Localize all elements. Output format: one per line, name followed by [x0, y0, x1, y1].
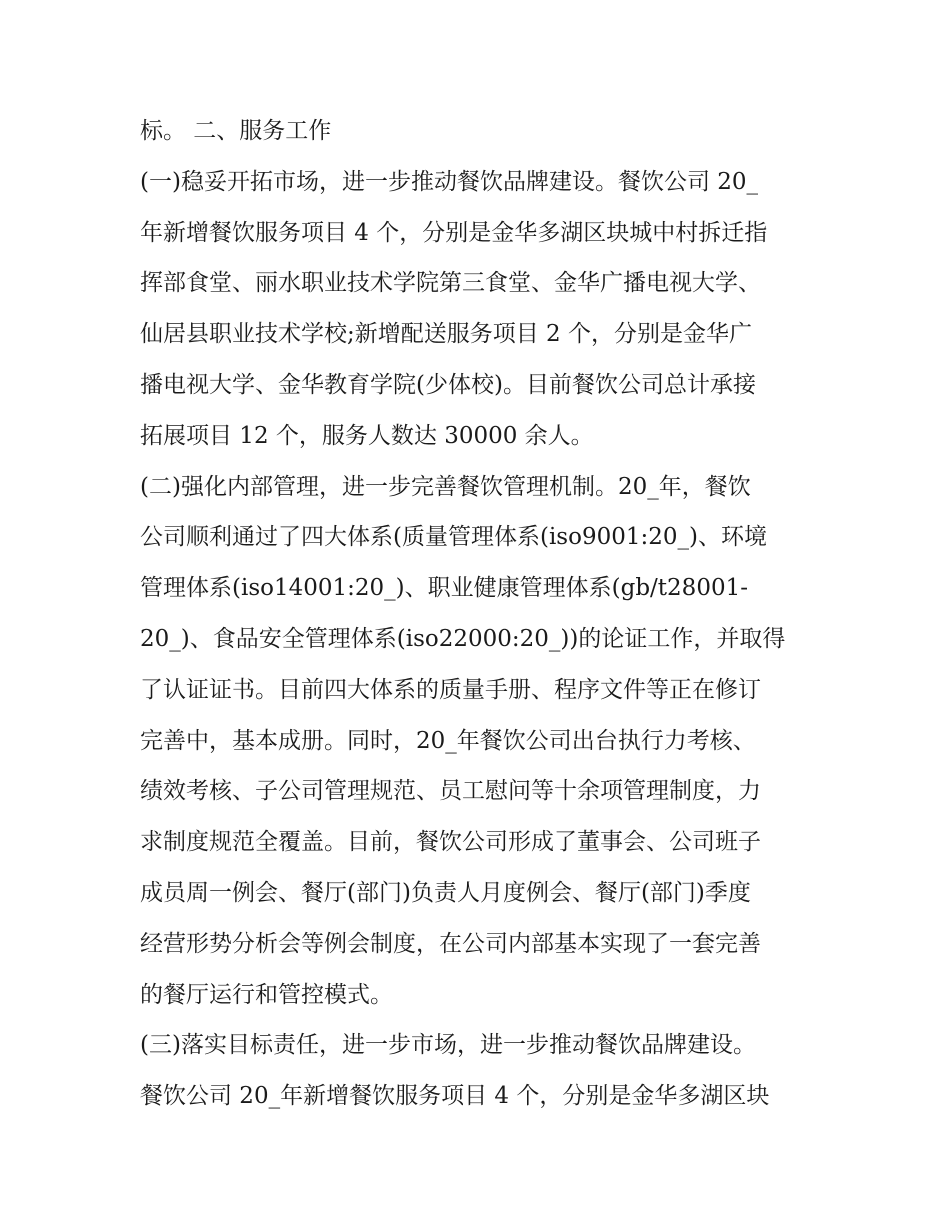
- text-line: 标。 二、服务工作: [140, 118, 332, 144]
- text-line: 播电视大学、金华教育学院(少体校)。目前餐饮公司总计承接: [140, 371, 756, 398]
- text-line: (二)强化内部管理，进一步完善餐饮管理机制。20_年，餐饮: [140, 473, 751, 500]
- text-line: 年新增餐饮服务项目 4 个，分别是金华多湖区块城中村拆迁指: [140, 219, 768, 246]
- text-line: 经营形势分析会等例会制度，在公司内部基本实现了一套完善: [140, 930, 761, 957]
- text-line: 绩效考核、子公司管理规范、员工慰问等十余项管理制度，力: [140, 778, 761, 805]
- text-line: (三)落实目标责任，进一步市场，进一步推动餐饮品牌建设。: [140, 1032, 756, 1059]
- text-line: 管理体系(iso14001:20_)、职业健康管理体系(gb/t28001-: [140, 575, 748, 602]
- text-line: 了认证证书。目前四大体系的质量手册、程序文件等正在修订: [140, 676, 761, 703]
- text-line: 求制度规范全覆盖。目前，餐饮公司形成了董事会、公司班子: [140, 829, 761, 856]
- body-text: [140, 106, 820, 1122]
- text-line: 的餐厅运行和管控模式。: [140, 981, 393, 1008]
- text-line: 仙居县职业技术学校;新增配送服务项目 2 个，分别是金华广: [140, 321, 753, 348]
- text-line: 成员周一例会、餐厅(部门)负责人月度例会、餐厅(部门)季度: [140, 879, 751, 906]
- text-line: 挥部食堂、丽水职业技术学院第三食堂、金华广播电视大学、: [140, 270, 761, 297]
- text-line: 餐饮公司 20_年新增餐饮服务项目 4 个，分别是金华多湖区块: [140, 1083, 770, 1110]
- text-line: 拓展项目 12 个，服务人数达 30000 余人。: [140, 422, 594, 449]
- text-line: (一)稳妥开拓市场，进一步推动餐饮品牌建设。餐饮公司 20_: [140, 168, 759, 195]
- text-line: 公司顺利通过了四大体系(质量管理体系(iso9001:20_)、环境: [140, 524, 767, 551]
- text-line: 完善中，基本成册。同时，20_年餐饮公司出台执行力考核、: [140, 727, 756, 754]
- text-line: 20_)、食品安全管理体系(iso22000:20_))的论证工作，并取得: [140, 625, 786, 652]
